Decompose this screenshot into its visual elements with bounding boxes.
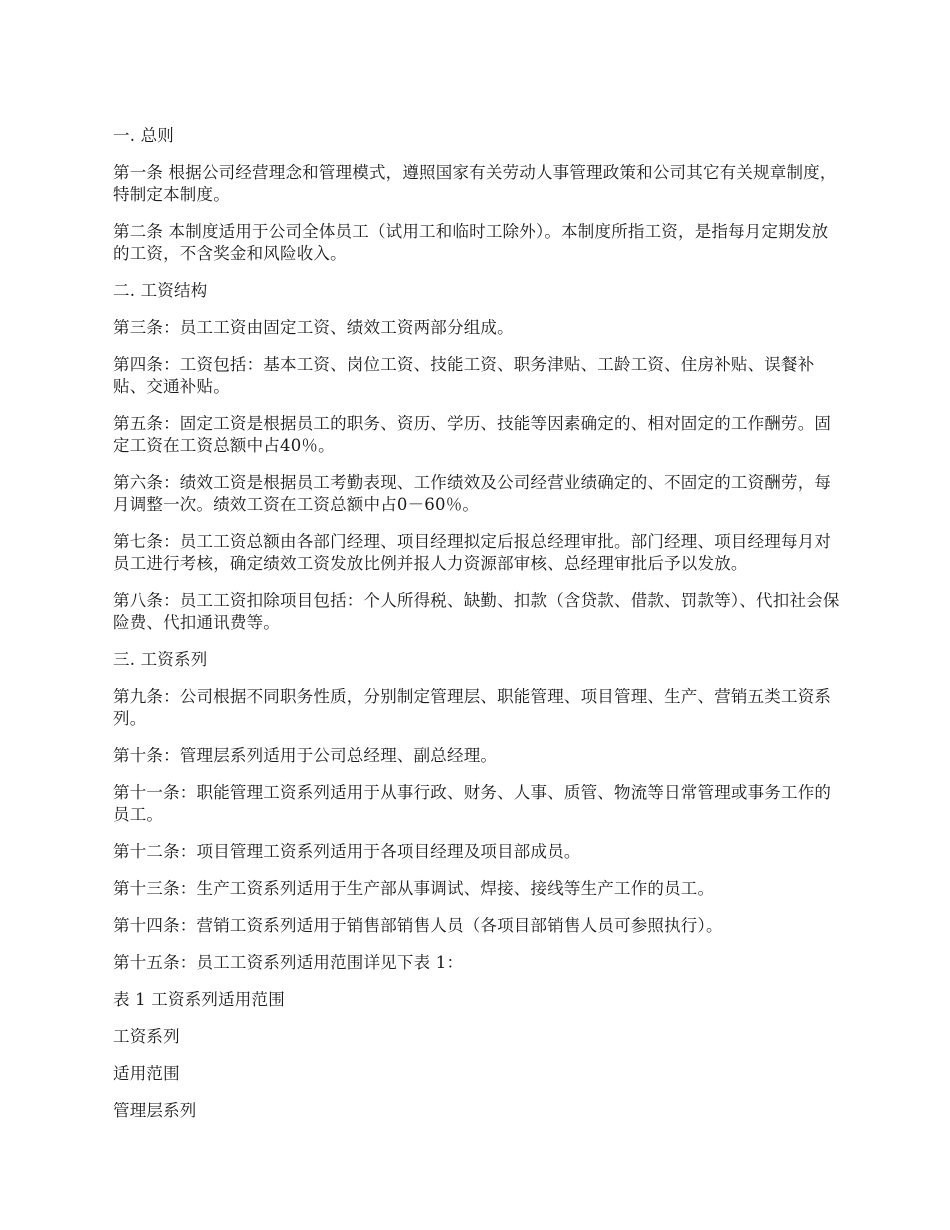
section-heading-general: 一. 总则 [113, 126, 174, 145]
article-11: 第十一条：职能管理工资系列适用于从事行政、财务、人事、质管、物流等日常管理或事务工作的员工。 [113, 783, 832, 824]
article-9: 第九条：公司根据不同职务性质，分别制定管理层、职能管理、项目管理、生产、营销五类工资系列。 [113, 687, 832, 728]
article-2: 第二条 本制度适用于公司全体员工（试用工和临时工除外）。本制度所指工资，是指每月定期发放的工资，不含奖金和风险收入。 [113, 222, 829, 263]
article-13: 第十三条：生产工资系列适用于生产部从事调试、焊接、接线等生产工作的员工。 [113, 879, 715, 898]
article-15: 第十五条：员工工资系列适用范围详见下表 1： [113, 953, 464, 972]
table-caption: 表 1 工资系列适用范围 [113, 990, 285, 1009]
table-header-scope: 适用范围 [113, 1064, 180, 1083]
article-6: 第六条：绩效工资是根据员工考勤表现、工作绩效及公司经营业绩确定的、不固定的工资酬劳，每月调整一次。绩效工资在工资总额中占0－60％。 [113, 473, 832, 514]
table-header-salary-series: 工资系列 [113, 1027, 180, 1046]
section-heading-salary-series: 三. 工资系列 [113, 650, 208, 669]
document-body [113, 125, 843, 1137]
article-14: 第十四条：营销工资系列适用于销售部销售人员（各项目部销售人员可参照执行）。 [113, 916, 723, 935]
article-1: 第一条 根据公司经营理念和管理模式，遵照国家有关劳动人事管理政策和公司其它有关规章制度，特制定本制度。 [113, 163, 837, 204]
article-7: 第七条：员工工资总额由各部门经理、项目经理拟定后报总经理审批。部门经理、项目经理每月对员工进行考核，确定绩效工资发放比例并报人力资源部审核、总经理审批后予以发放。 [113, 532, 832, 573]
article-12: 第十二条：项目管理工资系列适用于各项目经理及项目部成员。 [113, 842, 581, 861]
article-5: 第五条：固定工资是根据员工的职务、资历、学历、技能等因素确定的、相对固定的工作酬劳。固定工资在工资总额中占40％。 [113, 414, 832, 455]
article-8: 第八条：员工工资扣除项目包括：个人所得税、缺勤、扣款（含贷款、借款、罚款等）、代扣社会保险费、代扣通讯费等。 [113, 591, 840, 632]
section-heading-salary-structure: 二. 工资结构 [113, 281, 208, 300]
table-cell-management-series: 管理层系列 [113, 1101, 197, 1120]
article-4: 第四条：工资包括：基本工资、岗位工资、技能工资、职务津贴、工龄工资、住房补贴、误餐补贴、交通补贴。 [113, 355, 815, 396]
article-10: 第十条：管理层系列适用于公司总经理、副总经理。 [113, 746, 498, 765]
article-3: 第三条：员工工资由固定工资、绩效工资两部分组成。 [113, 318, 514, 337]
